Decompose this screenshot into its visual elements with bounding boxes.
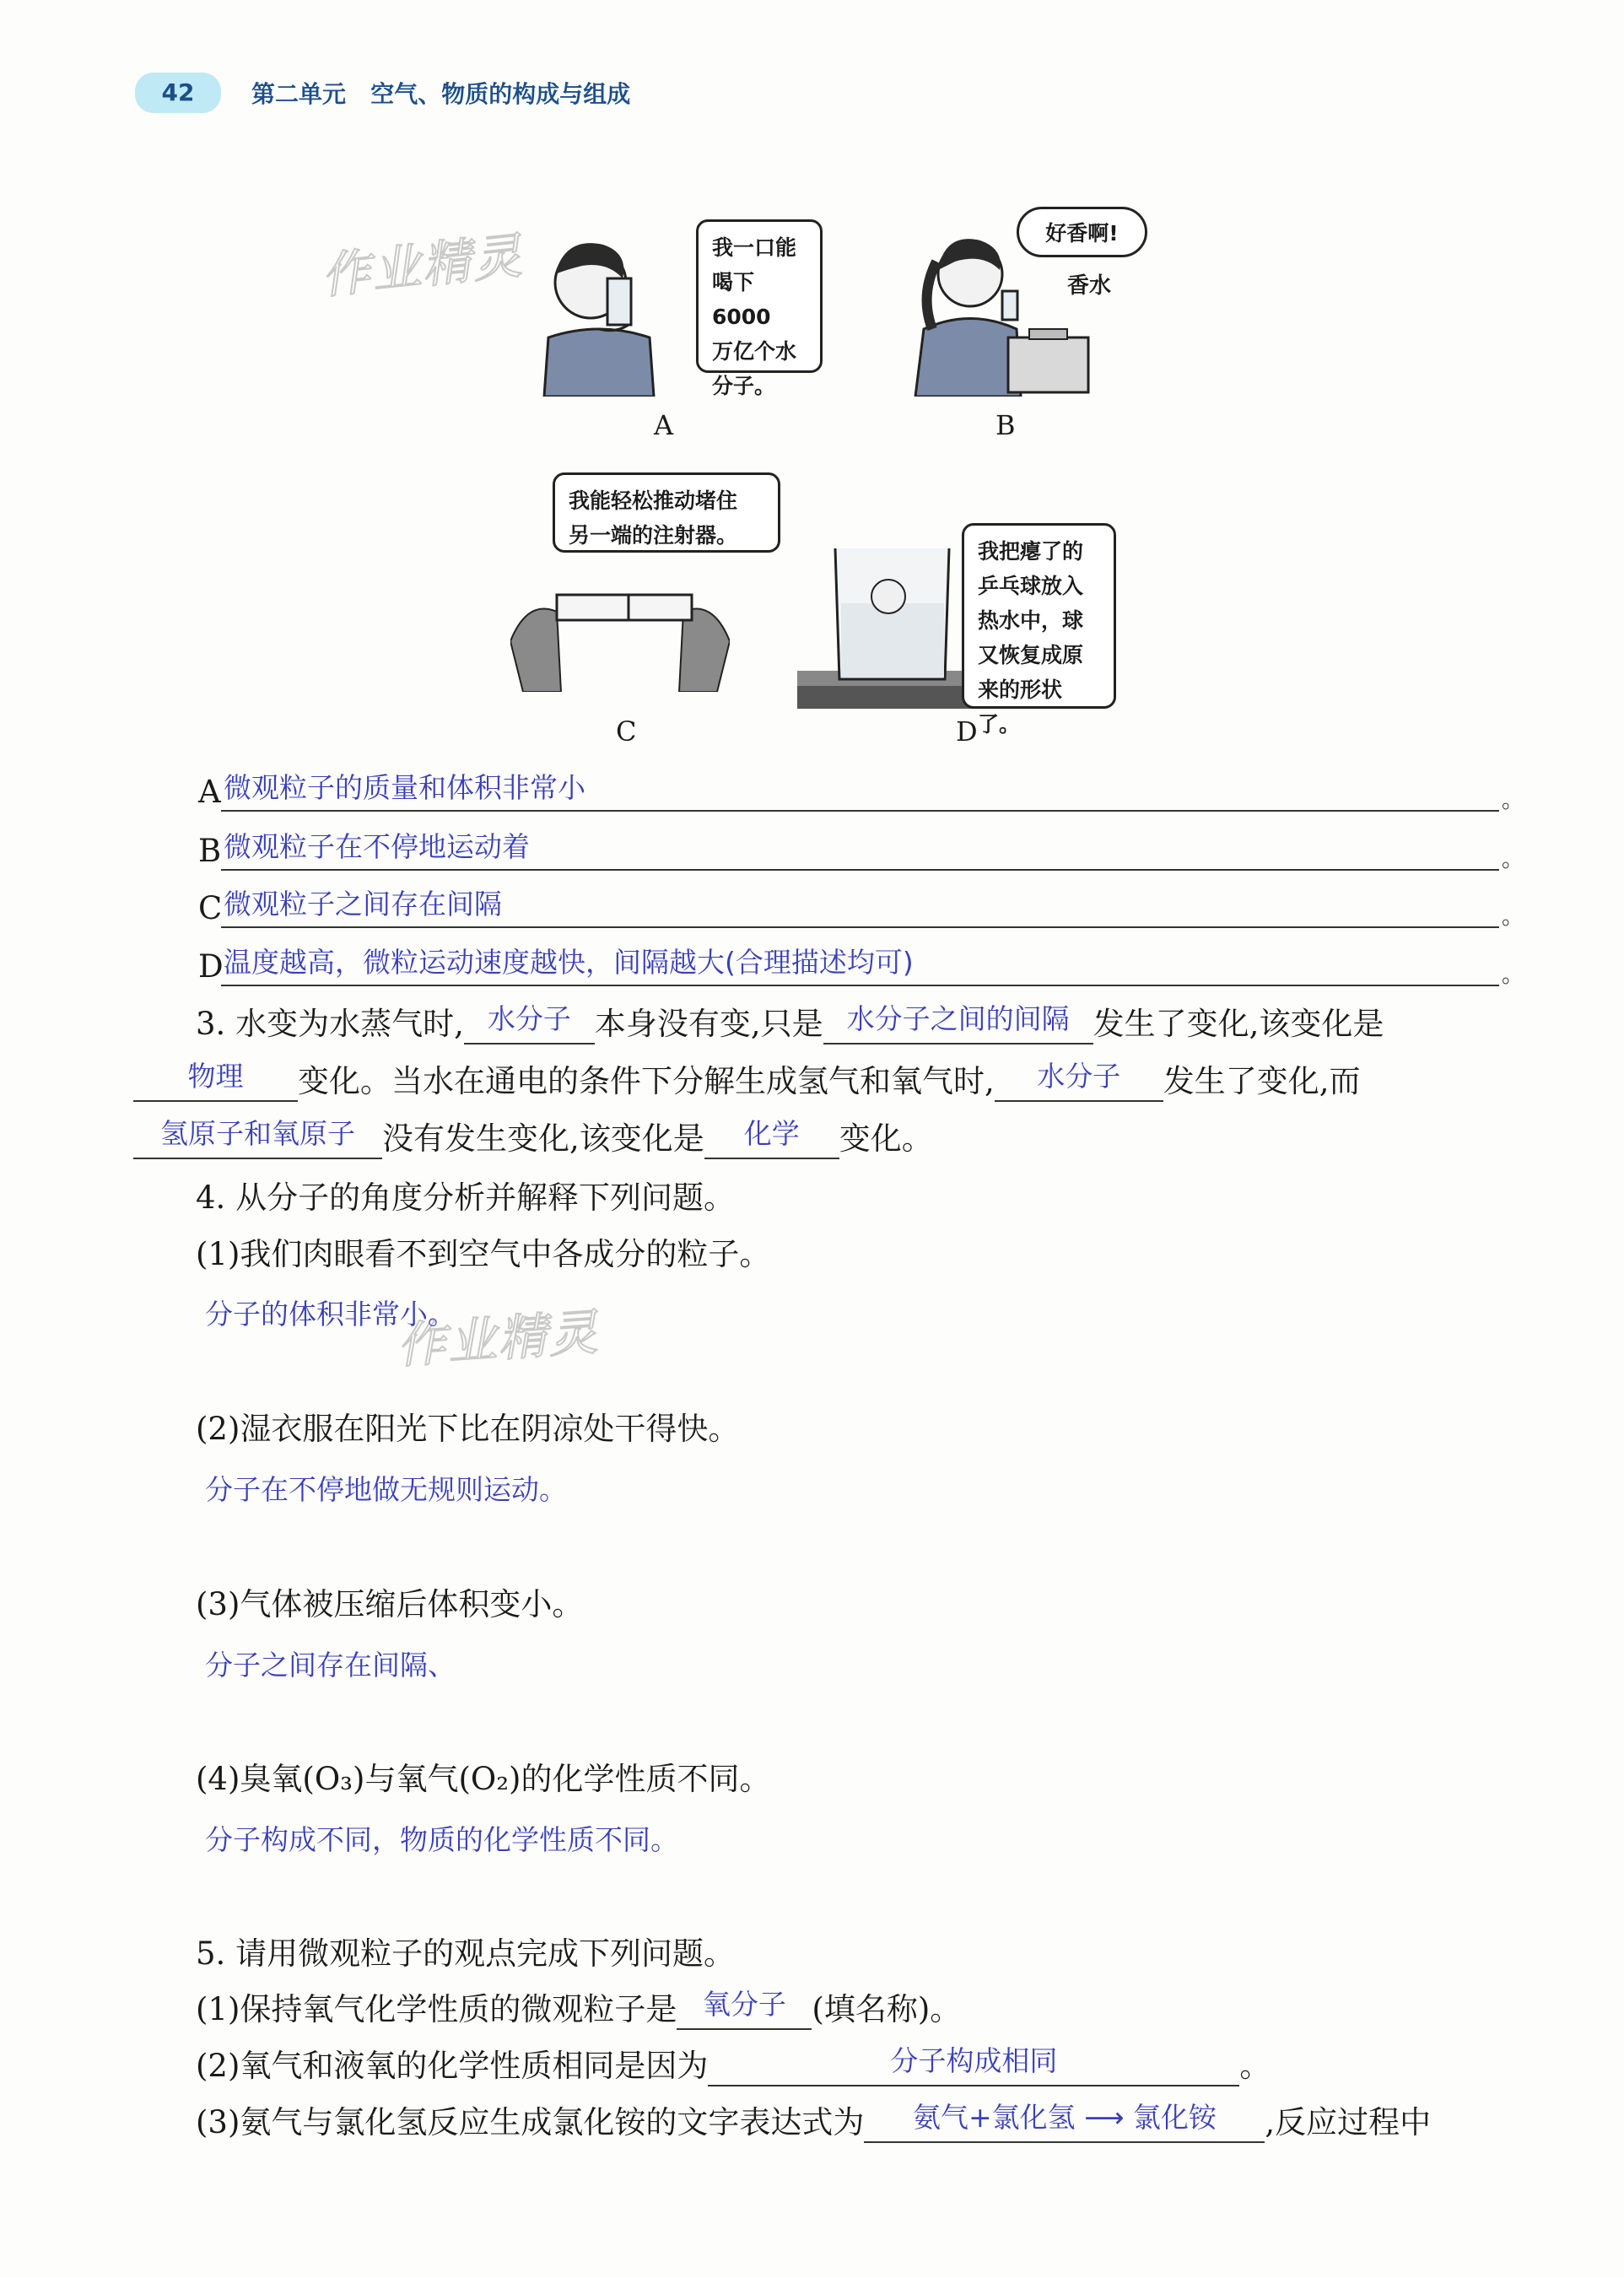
q2-end-c: 。 [1502,904,1524,930]
figure-d-label: D [956,715,978,748]
q3-line-2 [133,1061,1361,1102]
figure-d-bubble: 我把瘪了的 乒乓球放入 热水中，球 又恢复成原 来的形状了。 [962,523,1116,709]
q5-part-3-after: ,反应过程中 [1265,2104,1432,2140]
figure-c-bubble: 我能轻松推动堵住 另一端的注射器。 [553,472,780,553]
q5-answer-2: 分子构成相同 [890,2044,1058,2077]
q3-blank-1 [464,1002,595,1045]
figure-a-bubble: 我一口能 喝下6000 万亿个水 分子。 [696,219,823,373]
figure-d-illustration [797,544,974,709]
unit-title: 第二单元 空气、物质的构成与组成 [251,80,631,108]
q5-title: 5. 请用微观粒子的观点完成下列问题。 [196,1935,736,1972]
q5-answer-1: 氧分子 [702,1988,786,2021]
q2-line-a [221,810,1499,812]
q3-blank-6 [704,1117,839,1159]
figure-b-bubble: 好香啊! [1017,207,1147,257]
q3-answer-5: 氢原子和氧原子 [160,1117,355,1150]
q3-blank-3 [133,1060,298,1102]
q4-question-2: (2)湿衣服在阳光下比在阴凉处干得快。 [196,1411,740,1447]
q3-text-1: 3. 水变为水蒸气时, [196,1006,464,1042]
q2-answer-a: 微观粒子的质量和体积非常小 [224,771,585,804]
beaker-pingpong-icon [797,544,974,709]
q2-end-d: 。 [1502,963,1524,988]
q3-answer-3: 物理 [187,1060,244,1093]
q5-part-3 [196,2103,1431,2143]
q3-line-1 [196,1004,1384,1045]
q2-answer-c: 微观粒子之间存在间隔 [224,888,502,920]
boy-drinking-icon [523,228,675,397]
q3-text-4: 变化。当水在通电的条件下分解生成氢气和氧气时, [298,1063,995,1099]
q2-label-b: B [198,833,222,869]
q5-part-1-text: (1)保持氧气化学性质的微观粒子是 [196,1991,677,2027]
q4-answer-2: 分子在不停地做无规则运动。 [205,1473,567,1506]
figure-a-illustration [523,228,675,397]
q5-part-1-after: (填名称)。 [812,1991,962,2027]
q4-question-1: (1)我们肉眼看不到空气中各成分的粒子。 [196,1236,771,1272]
q3-text-6: 没有发生变化,该变化是 [382,1120,704,1157]
syringe-hands-icon [510,565,730,692]
q3-answer-6: 化学 [743,1117,800,1150]
q2-line-b [221,869,1499,871]
q4-answer-3: 分子之间存在间隔、 [205,1649,456,1682]
q5-part-3-text: (3)氨气与氯化氢反应生成氯化铵的文字表达式为 [196,2104,865,2140]
q5-blank-1 [677,1988,812,2030]
q5-blank-3 [864,2101,1265,2143]
q2-end-b: 。 [1502,847,1524,872]
q2-end-a: 。 [1502,788,1524,813]
figure-c-label: C [616,715,637,748]
watermark-middle: 作业精灵 [395,1303,602,1375]
q2-line-d [221,985,1499,986]
figure-b-note: 香水 [1067,273,1112,299]
q2-label-a: A [198,774,221,810]
q3-text-2: 本身没有变,只是 [594,1006,823,1042]
q4-answer-4: 分子构成不同，物质的化学性质不同。 [205,1823,678,1856]
q5-answer-3: 氨气+氯化氢 ⟶ 氯化铵 [912,2101,1217,2134]
q3-answer-4: 水分子 [1037,1060,1121,1093]
figure-c-illustration [510,565,730,692]
q5-part-2-after: 。 [1239,2048,1271,2084]
figure-b-label: B [995,409,1016,441]
figure-a-label: A [654,409,674,441]
q2-answer-b: 微观粒子在不停地运动着 [224,830,530,863]
q4-title: 4. 从分子的角度分析并解释下列问题。 [196,1179,736,1216]
q3-line-3 [133,1119,933,1159]
watermark-top: 作业精灵 [318,226,526,305]
q4-question-4: (4)臭氧(O₃)与氧气(O₂)的化学性质不同。 [196,1761,771,1797]
q3-blank-5 [133,1117,382,1159]
q4-answer-1: 分子的体积非常小。 [205,1298,456,1331]
q3-text-5: 发生了变化,而 [1163,1063,1361,1099]
q3-blank-4 [995,1060,1163,1102]
q5-blank-2 [708,2044,1239,2086]
q3-answer-1: 水分子 [487,1002,571,1035]
q3-answer-2: 水分子之间的间隔 [846,1002,1070,1035]
q3-text-3: 发生了变化,该变化是 [1093,1006,1384,1042]
q5-part-2 [196,2046,1271,2086]
page-number-tab: 42 [135,73,221,113]
q5-part-1 [196,1989,961,2030]
q4-question-3: (3)气体被压缩后体积变小。 [196,1586,584,1622]
q3-blank-2 [823,1002,1093,1045]
q2-answer-d: 温度越高，微粒运动速度越快，间隔越大(合理描述均可) [224,946,914,979]
q5-part-2-text: (2)氧气和液氧的化学性质相同是因为 [196,2048,709,2084]
q2-label-c: C [198,890,223,926]
q3-text-7: 变化。 [839,1120,933,1157]
q2-line-c [221,926,1499,928]
q2-label-d: D [198,948,224,985]
